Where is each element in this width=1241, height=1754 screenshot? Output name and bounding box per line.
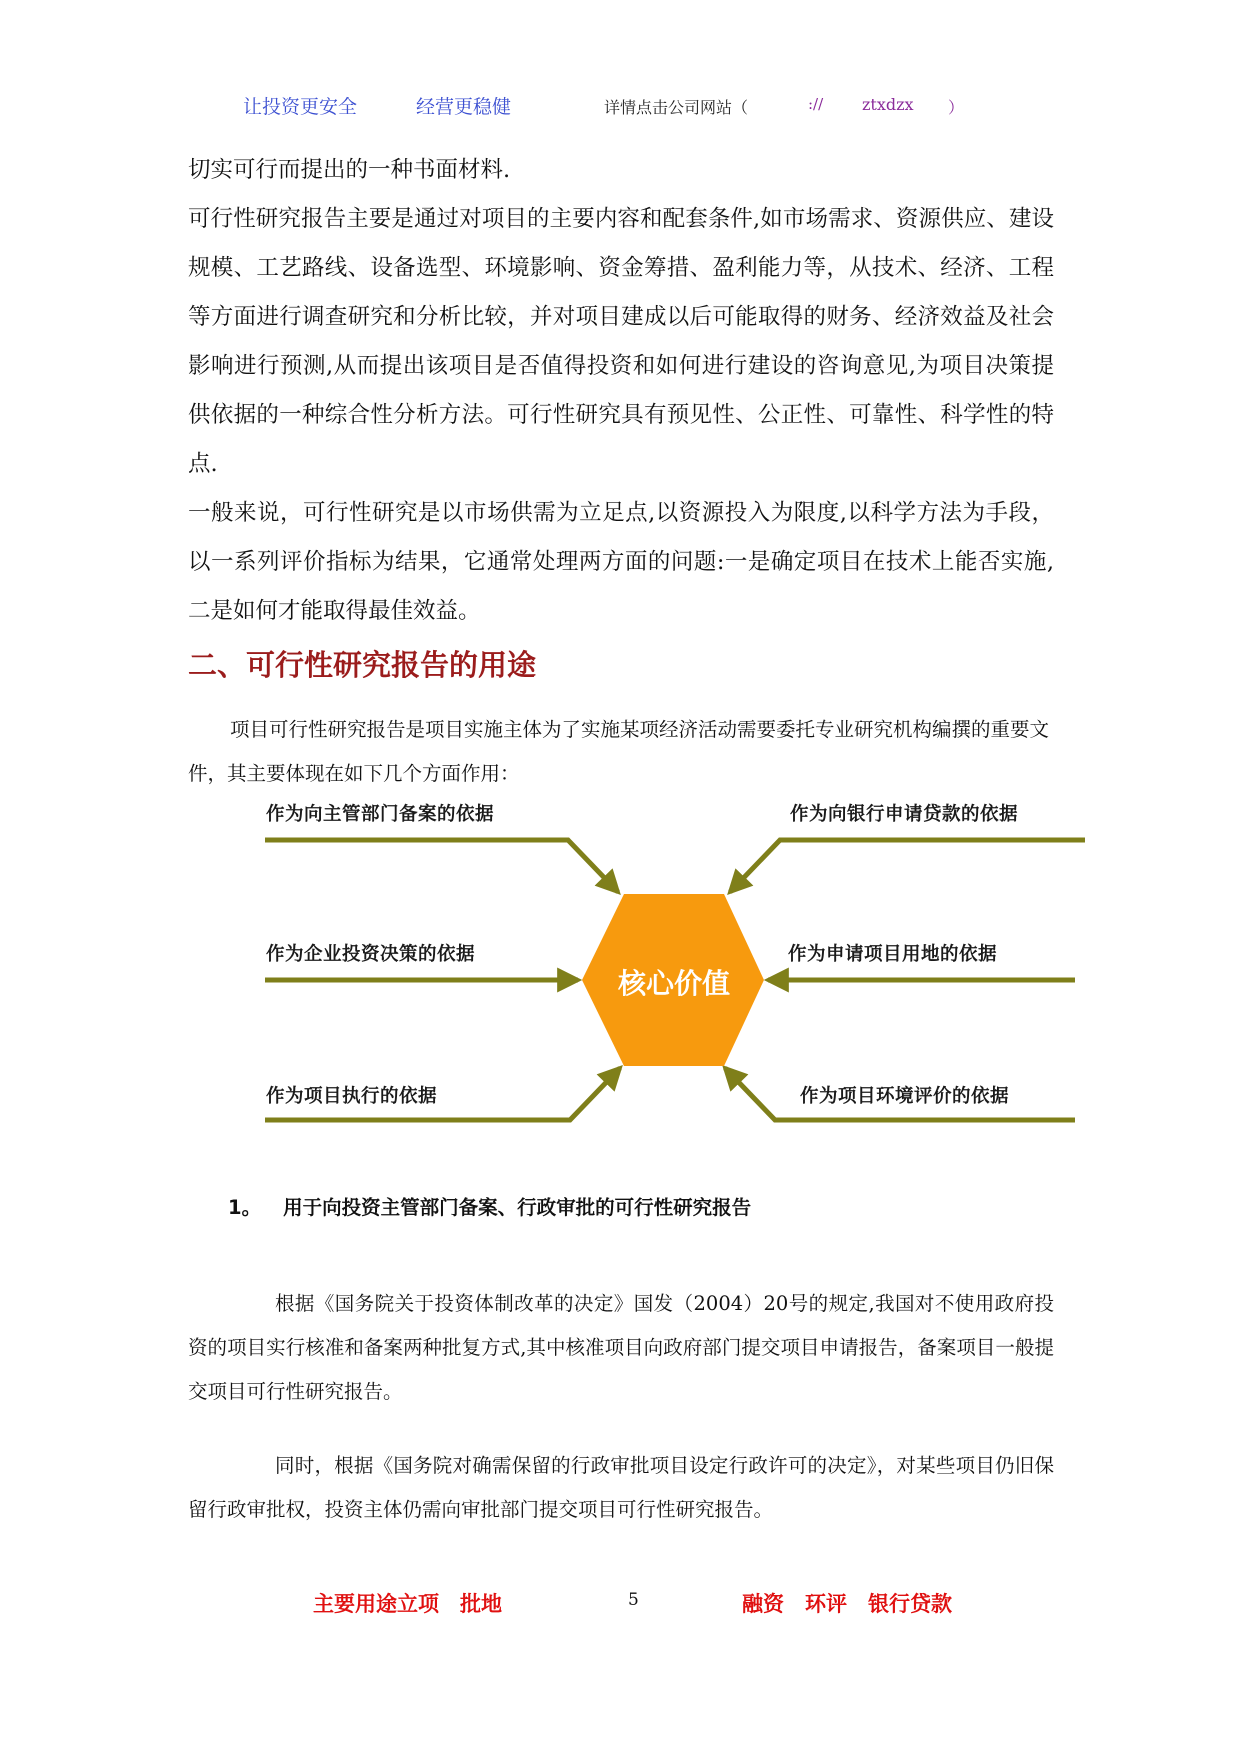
body-text: [188, 146, 1054, 636]
footer-uses-right: 融资 环评 银行贷款: [742, 1592, 952, 1616]
page-header: [0, 86, 1241, 126]
header-slogan-stability: 经营更稳健: [416, 96, 512, 118]
arrow-top-right: [730, 840, 1085, 892]
page-footer: [0, 1588, 1241, 1628]
body-paragraph: 可行性研究报告主要是通过对项目的主要内容和配套条件,如市场需求、资源供应、建设规模、工艺路线、设备选型、环境影响、资金筹措、盈利能力等，从技术、经济、工程等方面进行调查研究和分析比较，并对项目建成以后可能取得的财务、经济效益及社会影响进行预测,从而提出该项目是否值得投资和如何进行建设的咨询意见,为项目决策提供依据的一种综合性分析方法。可行性研究具有预见性、公正性、可靠性、科学性的特点.: [188, 206, 1054, 477]
header-detail-prefix: 详情点击公司网站（: [604, 98, 749, 117]
section-intro: [188, 708, 1054, 796]
body-paragraph: 切实可行而提出的一种书面材料.: [188, 157, 511, 183]
body-paragraph: 根据《国务院关于投资体制改革的决定》国发（2004）20号的规定,我国对不使用政府投资的项目实行核准和备案两种批复方式,其中核准项目向政府部门提交项目申请报告，备案项目一般提交项目可行性研究报告。: [188, 1292, 1054, 1403]
label-investment-decision-basis: 作为企业投资决策的依据: [266, 944, 476, 965]
label-land-use-basis: 作为申请项目用地的依据: [788, 944, 998, 965]
body-paragraph-block: [188, 1444, 1054, 1532]
subsection-number: 1。: [228, 1196, 262, 1219]
label-environmental-assessment-basis: 作为项目环境评价的依据: [800, 1086, 1010, 1107]
page-number: 5: [628, 1590, 639, 1610]
subsection-heading: [228, 1192, 751, 1220]
header-slogan-safety: 让投资更安全: [243, 96, 358, 118]
core-value-diagram: [260, 790, 1090, 1160]
label-filing-basis: 作为向主管部门备案的依据: [266, 804, 495, 825]
core-value-label: 核心价值: [618, 967, 731, 1000]
header-protocol: ://: [808, 95, 824, 113]
header-detail-suffix: ）: [948, 98, 965, 117]
body-paragraph: 一般来说，可行性研究是以市场供需为立足点,以资源投入为限度,以科学方法为手段，以一系列评价指标为结果，它通常处理两方面的问题:一是确定项目在技术上能否实施,二是如何才能取得最佳效益。: [188, 500, 1054, 624]
arrow-top-left: [265, 840, 618, 892]
label-bank-loan-basis: 作为向银行申请贷款的依据: [790, 804, 1019, 825]
section-title: 二、可行性研究报告的用途: [188, 648, 537, 682]
section-intro-text: 项目可行性研究报告是项目实施主体为了实施某项经济活动需要委托专业研究机构编撰的重要文件，其主要体现在如下几个方面作用：: [188, 718, 1050, 785]
footer-uses-left: 主要用途立项 批地: [313, 1592, 502, 1616]
label-project-execution-basis: 作为项目执行的依据: [266, 1086, 438, 1107]
subsection-title: 用于向投资主管部门备案、行政审批的可行性研究报告: [283, 1196, 752, 1219]
body-paragraph-block: [188, 1282, 1054, 1414]
body-paragraph: 同时，根据《国务院对确需保留的行政审批项目设定行政许可的决定》，对某些项目仍旧保留行政审批权，投资主体仍需向审批部门提交项目可行性研究报告。: [188, 1454, 1054, 1521]
header-site-link[interactable]: ztxdzx: [862, 95, 914, 114]
